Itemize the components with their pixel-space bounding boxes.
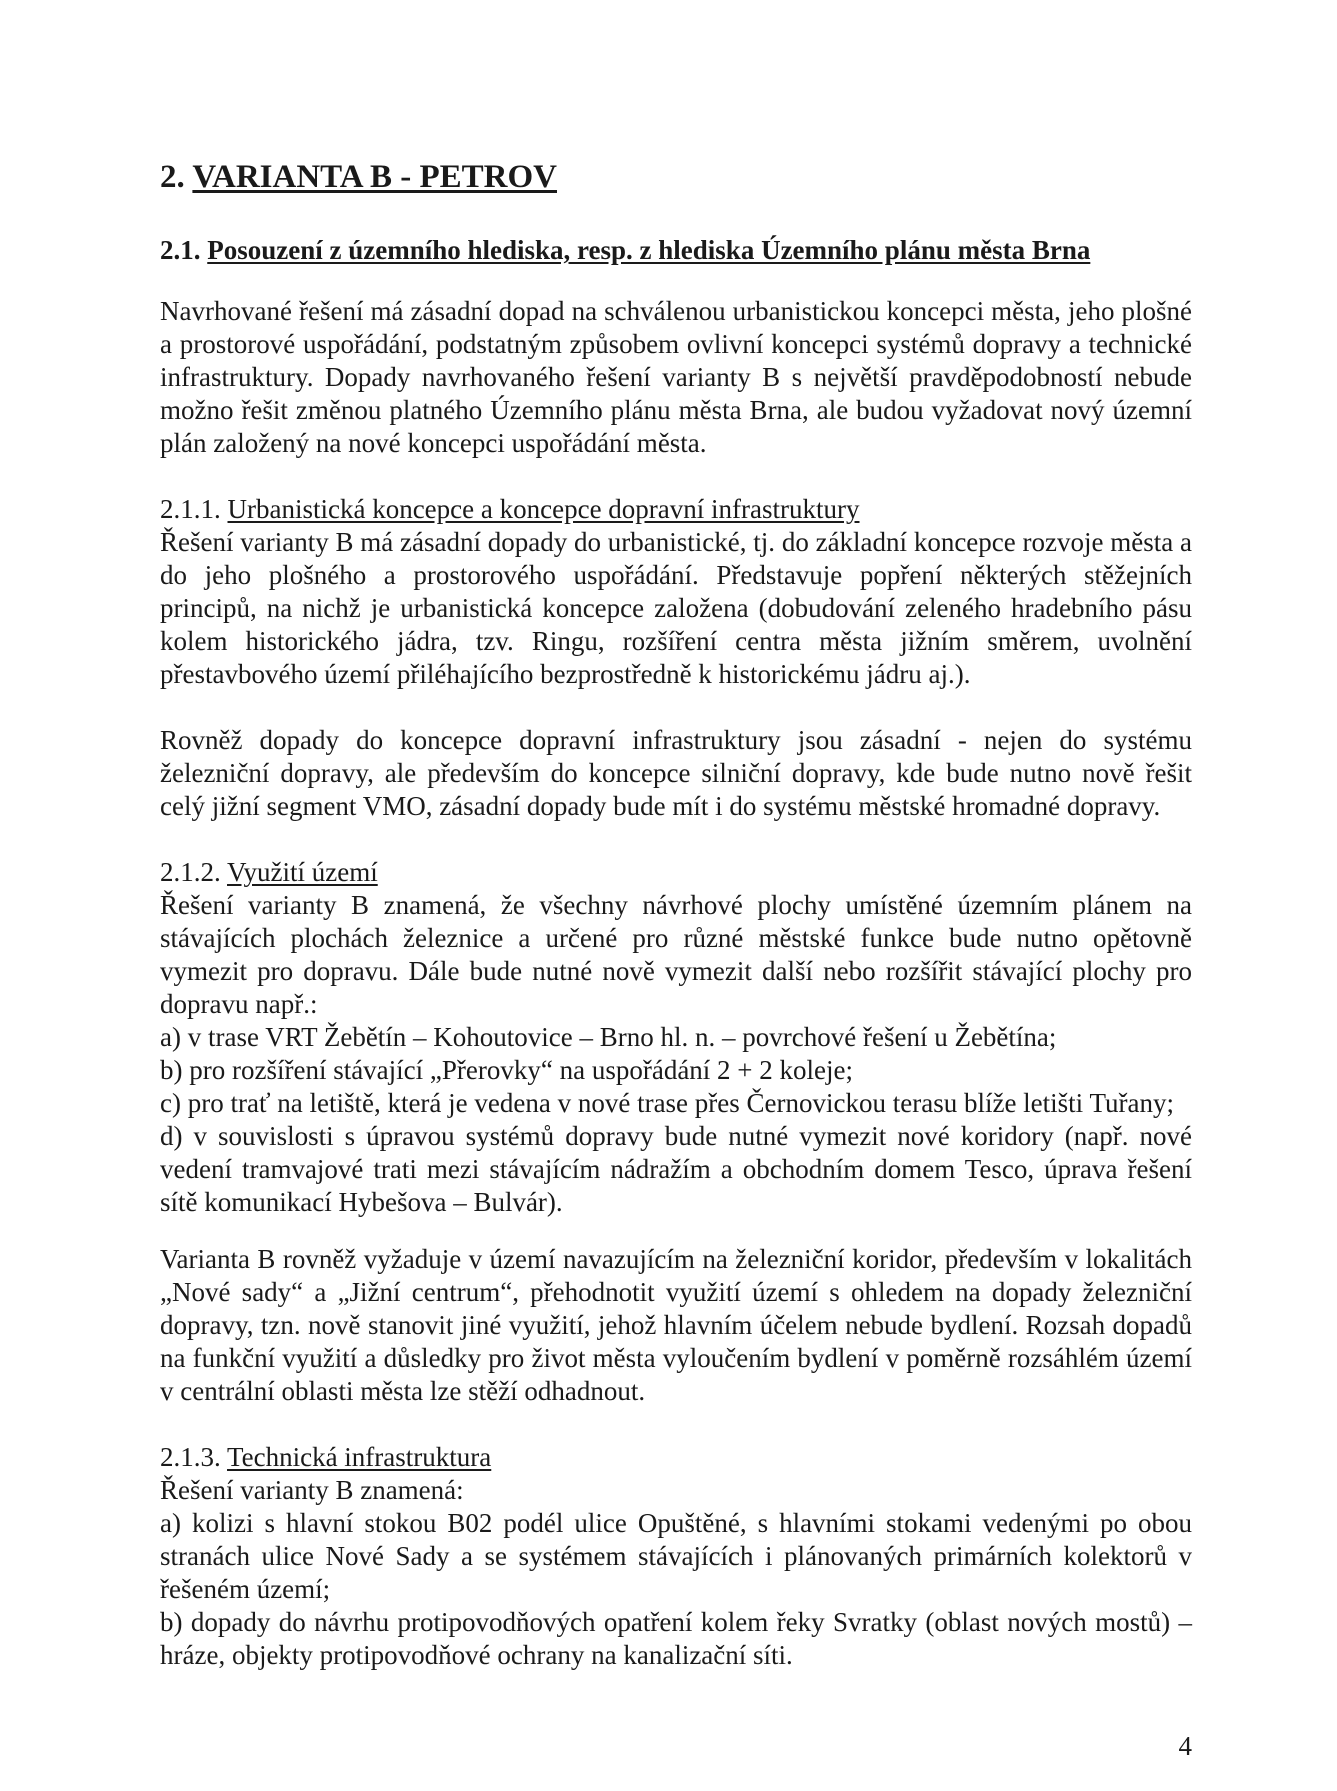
section-2-1-paragraph: Navrhované řešení má zásadní dopad na schválenou urbanistickou koncepci města, jeho plošné a prostorové uspořádání, podstatným způsobem ovlivní koncepci systémů dopravy a technické infrastruktury. Dopady navrhovaného řešení varianty B s největší pravděpodobností nebude možno řešit změnou platného Územního plánu města Brna, ale budou vyžadovat nový územní plán založený na nové koncepci uspořádání města. [160,296,1192,458]
chapter-heading [160,158,1192,196]
chapter-number: 2. [160,159,185,195]
subsection-2-1-1-paragraph-2: Rovněž dopady do koncepce dopravní infrastruktury jsou zásadní - nejen do systému železniční dopravy, ale především do koncepce silniční dopravy, kde bude nutno nově řešit celý jižní segment VMO, zásadní dopady bude mít i do systému městské hromadné dopravy. [160,725,1192,821]
spacer [160,1408,1192,1441]
subsection-number: 2.1.1. [160,494,221,524]
document-body [160,158,1192,1672]
subsection-number: 2.1.3. [160,1442,221,1472]
spacer [160,460,1192,493]
subsection-title: Urbanistická koncepce a koncepce dopravní infrastruktury [227,494,860,524]
list-item: a) v trase VRT Žebětín – Kohoutovice – Brno hl. n. – povrchové řešení u Žebětína; [160,1022,1057,1052]
subsection-2-1-1-paragraph-1: Řešení varianty B má zásadní dopady do urbanistické, tj. do základní koncepce rozvoje města a do jeho plošného a prostorového uspořádání. Představuje popření některých stěžejních principů, na nichž je urbanistická koncepce založena (dobudování zeleného hradebního pásu kolem historického jádra, tzv. Ringu, rozšíření centra města jižním směrem, uvolnění přestavbového území přiléhajícího bezprostředně k historickému jádru aj.). [160,527,1192,689]
spacer [160,1219,1192,1243]
section-number: 2.1. [160,235,201,265]
list-item: a) kolizi s hlavní stokou B02 podél ulice Opuštěné, s hlavními stokami vedenými po obou stranách ulice Nové Sady a se systémem stávajících i plánovaných primárních kolektorů v řešeném území; [160,1508,1192,1604]
subsection-heading-2-1-2 [160,856,1192,889]
chapter-title: VARIANTA B - PETROV [192,159,557,195]
list-item: b) pro rozšíření stávající „Přerovky“ na uspořádání 2 + 2 koleje; [160,1055,854,1085]
list-item: b) dopady do návrhu protipovodňových opatření kolem řeky Svratky (oblast nových mostů) – hráze, objekty protipovodňové ochrany na kanalizační síti. [160,1607,1192,1670]
page-number: 4 [1178,1731,1192,1761]
list-item: c) pro trať na letiště, která je vedena v nové trase přes Černovickou terasu blíže letišti Tuřany; [160,1088,1174,1118]
subsection-2-1-3-intro: Řešení varianty B znamená: [160,1475,464,1505]
subsection-title: Technická infrastruktura [227,1442,492,1472]
subsection-title: Využití území [227,857,378,887]
subsection-heading-2-1-1 [160,493,1192,526]
subsection-2-1-2-intro: Řešení varianty B znamená, že všechny návrhové plochy umístěné územním plánem na stávajících plochách železnice a určené pro různé městské funkce bude nutno opětovně vymezit pro dopravu. Dále bude nutné nově vymezit další nebo rozšířit stávající plochy pro dopravu např.: [160,890,1192,1019]
subsection-2-1-2-paragraph-2: Varianta B rovněž vyžaduje v území navazujícím na železniční koridor, především v lokalitách „Nové sady“ a „Jižní centrum“, přehodnotit využití území s ohledem na dopady železniční dopravy, tzn. nově stanovit jiné využití, jehož hlavním účelem nebude bydlení. Rozsah dopadů na funkční využití a důsledky pro život města vyloučením bydlení v poměrně rozsáhlém území v centrální oblasti města lze stěží odhadnout. [160,1244,1192,1406]
spacer [160,823,1192,856]
section-heading-2-1 [160,234,1192,267]
subsection-heading-2-1-3 [160,1441,1192,1474]
section-title: Posouzení z územního hlediska, resp. z hlediska Územního plánu města Brna [207,235,1091,265]
list-item: d) v souvislosti s úpravou systémů dopravy bude nutné vymezit nové koridory (např. nové vedení tramvajové trati mezi stávajícím nádražím a obchodním domem Tesco, úprava řešení sítě komunikací Hybešova – Bulvár). [160,1121,1192,1217]
spacer [160,691,1192,724]
subsection-number: 2.1.2. [160,857,221,887]
